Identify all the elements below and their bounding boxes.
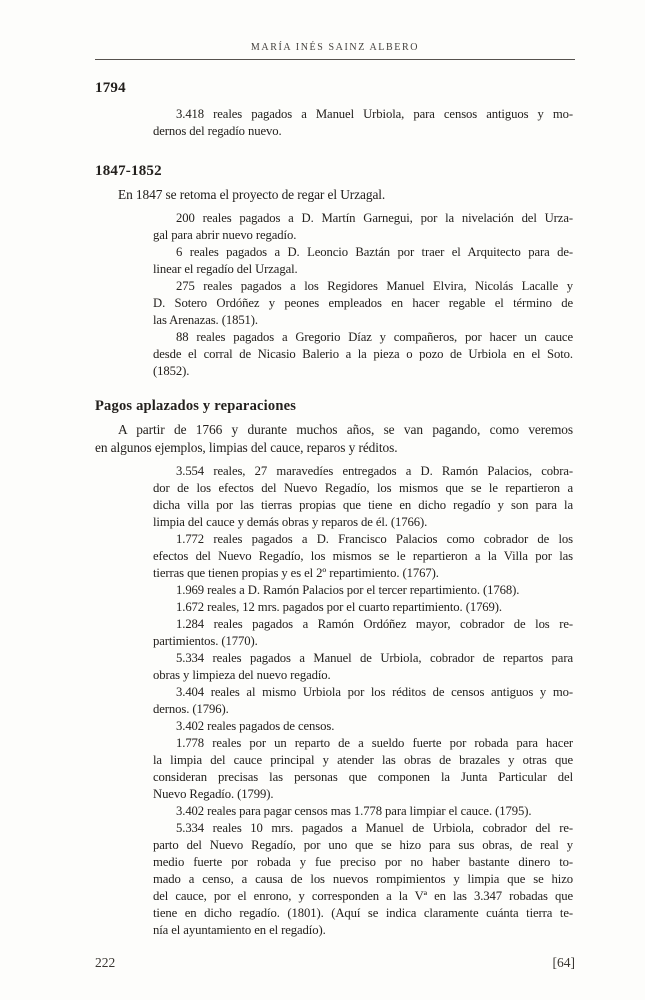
text-line: medio fuerte por robada y fue preciso por no haber bastante dinero to-: [153, 855, 573, 870]
text-line: tierras que tienen propias y es el 2º repartimiento. (1767).: [153, 566, 439, 581]
text-line: obras y limpieza del nuevo regadío.: [153, 668, 331, 683]
text-line: Nuevo Regadío. (1799).: [153, 787, 274, 802]
page-number: 222: [95, 955, 116, 970]
text-line: 3.418 reales pagados a Manuel Urbiola, para censos antiguos y mo-: [176, 107, 573, 121]
text-line: 5.334 reales pagados a Manuel de Urbiola, cobrador de repartos para: [176, 651, 573, 666]
text-line: 1.672 reales, 12 mrs. pagados por el cuarto repartimiento. (1769).: [176, 600, 502, 615]
text-line: partimientos. (1770).: [153, 634, 258, 649]
text-line: las Arenazas. (1851).: [153, 313, 258, 328]
text-line: 3.402 reales pagados de censos.: [176, 719, 335, 734]
text-line: mado a censo, a causa de los nuevos rompimientos y limpia que se hizo: [153, 872, 573, 887]
text-line: 3.404 reales al mismo Urbiola por los réditos de censos antiguos y mo-: [176, 685, 573, 700]
text-line: limpia del cauce y demás obras y reparos de él. (1766).: [153, 515, 428, 530]
body-paragraph: [95, 186, 573, 203]
text-line: 200 reales pagados a D. Martín Garnegui, por la nivelación del Urza-: [176, 211, 573, 226]
text-line: 1.772 reales pagados a D. Francisco Palacios como cobrador de los: [176, 532, 573, 547]
text-line: dernos del regadío nuevo.: [153, 124, 282, 138]
text-line: 1.969 reales a D. Ramón Palacios por el tercer repartimiento. (1768).: [176, 583, 520, 598]
text-line: dor de los efectos del Nuevo Regadío, los mismos que se le repartieron a: [153, 481, 573, 496]
text-line: nía el ayuntamiento en el regadío).: [153, 923, 326, 938]
running-header: MARÍA INÉS SAINZ ALBERO: [250, 42, 420, 53]
text-line: dernos. (1796).: [153, 702, 229, 717]
text-line: desde el corral de Nicasio Balerio a la pieza o pozo de Urbiola en el Soto.: [153, 347, 573, 362]
text-line: 275 reales pagados a los Regidores Manuel Elvira, Nicolás Lacalle y: [176, 279, 573, 294]
text-line: la limpia del cauce principal y atender las obras de brazales y otras que: [153, 753, 573, 768]
text-line: 3.402 reales para pagar censos mas 1.778 para limpiar el cauce. (1795).: [176, 804, 532, 819]
signature-number: [64]: [552, 955, 575, 970]
text-line: linear el regadío del Urzagal.: [153, 262, 298, 277]
text-line: 1.284 reales pagados a Ramón Ordóñez mayor, cobrador de los re-: [176, 617, 573, 632]
section-subheading: Pagos aplazados y reparaciones: [95, 398, 297, 415]
text-line: en algunos ejemplos, limpias del cauce, reparos y réditos.: [95, 439, 398, 455]
text-line: D. Sotero Ordóñez y peones empleados en hacer regable el término de: [153, 296, 573, 311]
text-line: tiene en dicho regadío. (1801). (Aquí se indica claramente cuánta tierra te-: [153, 906, 573, 921]
text-line: parto del Nuevo Regadío, por uno que se hizo para sus obras, de real y: [153, 838, 573, 853]
text-line: A partir de 1766 y durante muchos años, se van pagando, como veremos: [118, 422, 573, 438]
page-body: [95, 79, 573, 939]
text-line: consideran precisas las personas que componen la Junta Particular del: [153, 770, 573, 785]
text-line: 5.334 reales 10 mrs. pagados a Manuel de Urbiola, cobrador del re-: [176, 821, 573, 836]
text-line: gal para abrir nuevo regadío.: [153, 228, 297, 243]
text-line: dicha villa por las tierras propias que tiene en dicho regadío y son para la: [153, 498, 573, 513]
payment-entries-block: [153, 210, 573, 380]
payment-entries-block: [153, 106, 573, 140]
text-line: 3.554 reales, 27 maravedíes entregados a D. Ramón Palacios, cobra-: [176, 464, 573, 479]
text-line: En 1847 se retoma el proyecto de regar el Urzagal.: [118, 187, 386, 202]
text-line: (1852).: [153, 364, 190, 379]
page-footer: [95, 955, 575, 971]
year-heading: 1847-1852: [95, 163, 162, 179]
text-line: del cauce, por el enrono, y corresponden a la Vª en las 3.347 robadas que: [153, 889, 573, 904]
text-line: efectos del Nuevo Regadío, los mismos se le repartieron a la Villa por las: [153, 549, 573, 564]
text-line: 6 reales pagados a D. Leoncio Baztán por traer el Arquitecto para de-: [176, 245, 573, 260]
body-paragraph: [95, 421, 573, 456]
header-rule: [95, 59, 575, 60]
text-line: 1.778 reales por un reparto de a sueldo fuerte por robada para hacer: [176, 736, 573, 751]
text-line: 88 reales pagados a Gregorio Díaz y compañeros, por hacer un cauce: [176, 330, 573, 345]
payment-entries-block: [153, 463, 573, 939]
year-heading: 1794: [95, 80, 126, 96]
